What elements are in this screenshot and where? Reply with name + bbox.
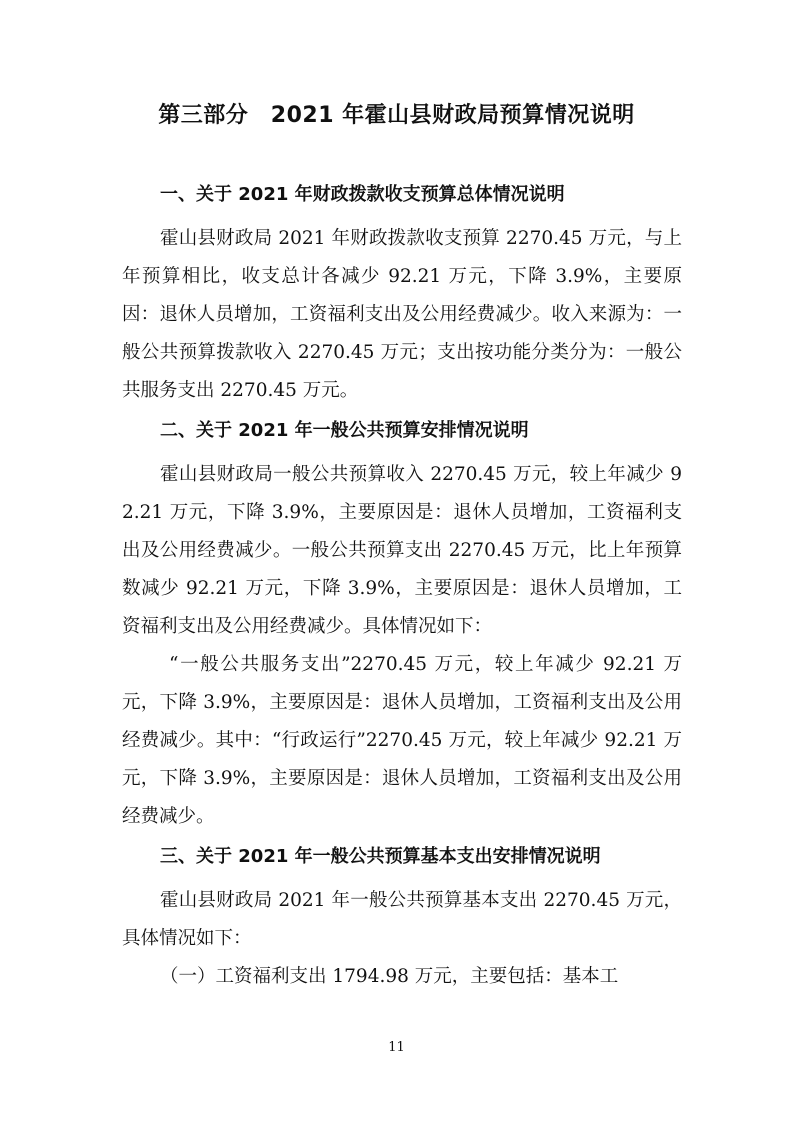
- section-2-paragraph-1: 霍山县财政局一般公共预算收入 2270.45 万元，较上年减少 92.21 万元，下降 3.9%，主要原因是：退休人员增加，工资福利支出及公用经费减少。一般公共预算支出 2270.45 万元，比上年预算数减少 92.21 万元，下降 3.9%，主要原因是：退休人员增加，工资福利支出及公用经费减少。具体情况如下：: [122, 464, 682, 637]
- section-2-paragraph-2: “一般公共服务支出”2270.45 万元，较上年减少 92.21 万元，下降 3.9%，主要原因是：退休人员增加，工资福利支出及公用经费减少。其中：“行政运行”2270.45 万元，较上年减少 92.21 万元，下降 3.9%，主要原因是：退休人员增加，工资福利支出及公用经费减少。: [122, 654, 682, 827]
- section-heading-3: 三、关于 2021 年一般公共预算基本支出安排情况说明: [160, 846, 601, 867]
- section-1-paragraph-1: 霍山县财政局 2021 年财政拨款收支预算 2270.45 万元，与上年预算相比，收支总计各减少 92.21 万元，下降 3.9%，主要原因：退休人员增加，工资福利支出及公用经费减少。收入来源为：一般公共预算拨款收入 2270.45 万元；支出按功能分类分为：一般公共服务支出 2270.45 万元。: [122, 228, 682, 401]
- page-title: 第三部分 2021 年霍山县财政局预算情况说明: [158, 103, 635, 128]
- section-heading-1: 一、关于 2021 年财政拨款收支预算总体情况说明: [160, 184, 565, 205]
- section-3-paragraph-2: （一）工资福利支出 1794.98 万元，主要包括：基本工: [160, 966, 619, 987]
- section-3-paragraph-1: 霍山县财政局 2021 年一般公共预算基本支出 2270.45 万元，具体情况如下：: [122, 890, 682, 949]
- document-body: [122, 174, 682, 996]
- section-heading-2: 二、关于 2021 年一般公共预算安排情况说明: [160, 420, 529, 441]
- page-number: 11: [388, 1040, 405, 1055]
